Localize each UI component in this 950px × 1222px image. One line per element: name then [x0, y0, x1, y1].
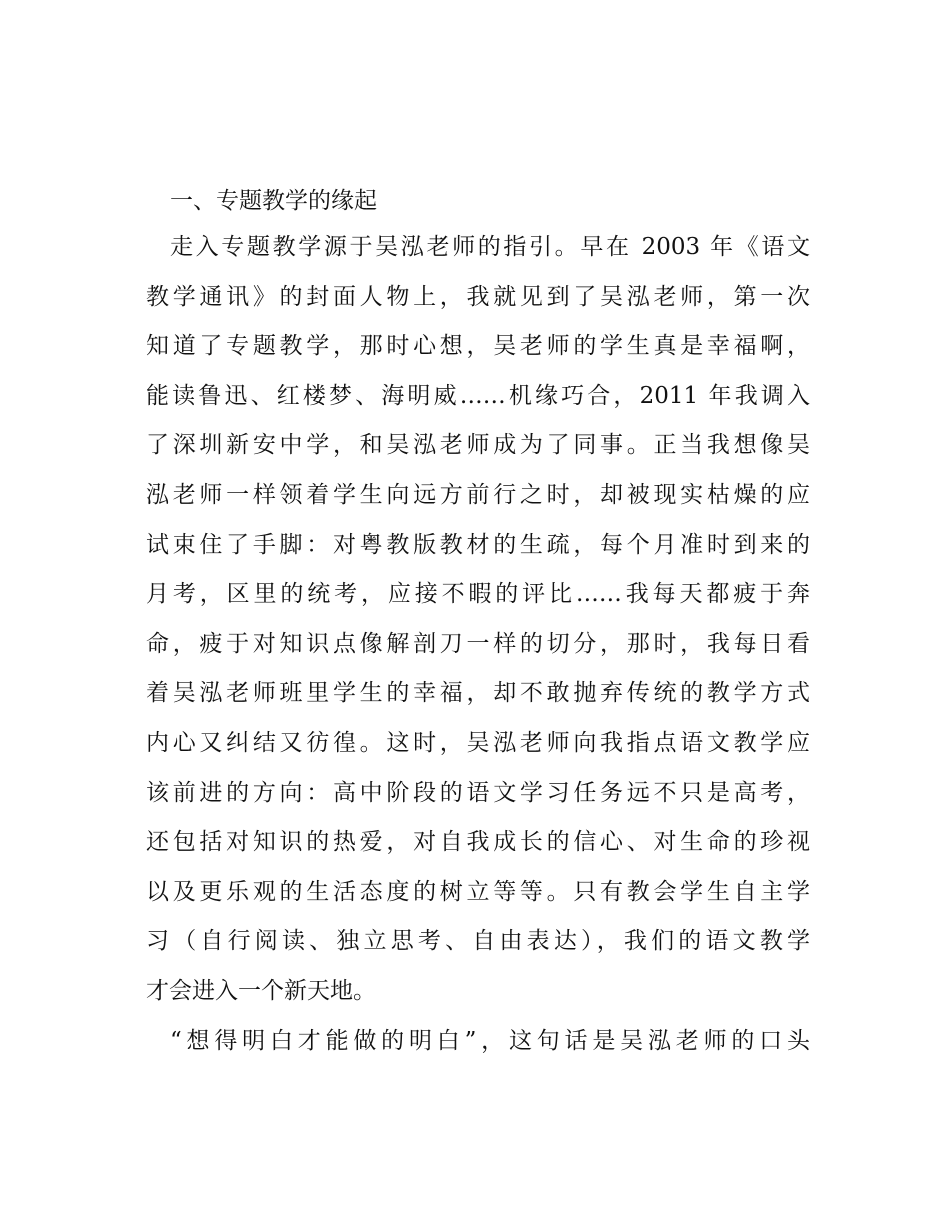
paragraph-line: 试束住了手脚：对粤教版教材的生疏，每个月准时到来的: [146, 531, 810, 558]
paragraph-line: 了深圳新安中学，和吴泓老师成为了同事。正当我想像吴: [146, 432, 810, 459]
paragraph-line: 以及更乐观的生活态度的树立等等。只有教会学生自主学: [146, 878, 810, 905]
paragraph-line: 走入专题教学源于吴泓老师的指引。早在 2003 年《语文: [170, 234, 810, 260]
paragraph-line: “想得明白才能做的明白”，这句话是吴泓老师的口头: [170, 1027, 810, 1054]
paragraph-line: 该前进的方向：高中阶段的语文学习任务远不只是高考，: [146, 779, 810, 806]
paragraph-line: 习（自行阅读、独立思考、自由表达），我们的语文教学: [146, 928, 810, 955]
paragraph-line: 月考，区里的统考，应接不暇的评比……我每天都疲于奔: [146, 581, 810, 608]
document-body: [146, 223, 810, 1066]
paragraph-line: 才会进入一个新天地。: [146, 977, 376, 1004]
paragraph-line: 知道了专题教学，那时心想，吴老师的学生真是幸福啊，: [146, 333, 810, 360]
paragraph-line: 着吴泓老师班里学生的幸福，却不敢抛弃传统的教学方式: [146, 680, 810, 707]
paragraph-line: 教学通讯》的封面人物上，我就见到了吴泓老师，第一次: [146, 283, 810, 310]
paragraph: [146, 1017, 810, 1067]
document-page: [146, 179, 810, 1066]
paragraph-line: 能读鲁迅、红楼梦、海明威……机缘巧合，2011 年我调入: [146, 382, 810, 409]
paragraph-line: 内心又纠结又彷徨。这时，吴泓老师向我指点语文教学应: [146, 729, 810, 756]
section-heading: 一、专题教学的缘起: [170, 188, 377, 214]
paragraph-line: 命，疲于对知识点像解剖刀一样的切分，那时，我每日看: [146, 630, 810, 657]
paragraph-line: 还包括对知识的热爱，对自我成长的信心、对生命的珍视: [146, 829, 810, 856]
paragraph: [146, 223, 810, 1017]
paragraph-line: 泓老师一样领着学生向远方前行之时，却被现实枯燥的应: [146, 481, 810, 508]
